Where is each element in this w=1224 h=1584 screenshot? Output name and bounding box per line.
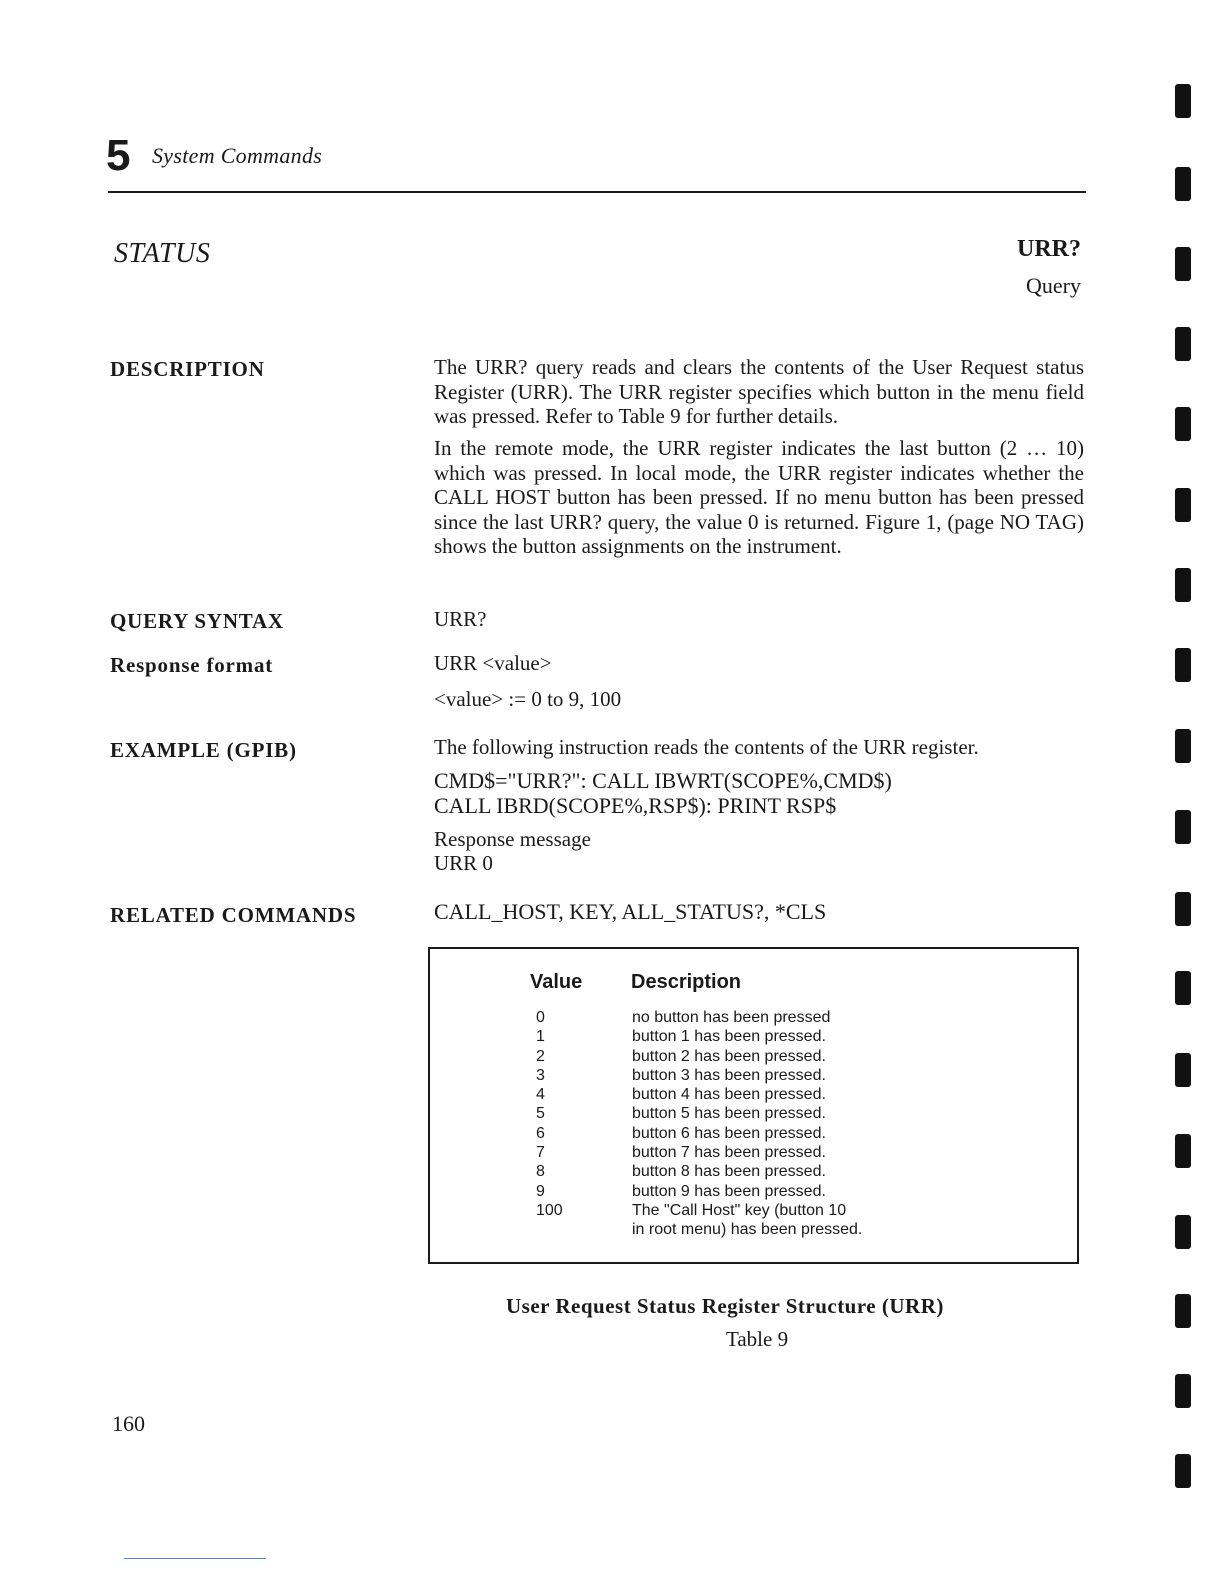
chapter-title: System Commands — [152, 143, 323, 168]
table-row — [536, 1143, 1046, 1162]
binder-mark — [1175, 1053, 1191, 1087]
binder-mark — [1175, 488, 1191, 522]
table-header-description: Description — [631, 971, 742, 993]
table-row — [536, 1182, 1046, 1201]
query-syntax-label: QUERY SYNTAX — [110, 609, 284, 633]
related-commands-value: CALL_HOST, KEY, ALL_STATUS?, *CLS — [434, 899, 827, 924]
example-code-line-1: CMD$="URR?": CALL IBWRT(SCOPE%,CMD$) — [434, 768, 892, 793]
table-row — [536, 1104, 1046, 1123]
table-header-value: Value — [530, 971, 583, 993]
command-name: URR? — [1017, 236, 1081, 262]
binder-mark — [1175, 84, 1191, 118]
row-description: button 4 has been pressed. — [632, 1086, 826, 1104]
description-paragraph-1: The URR? query reads and clears the contents of the User Request status Register (URR). The URR register specifies which button in the menu field was pressed. Refer to Table 9 for further details. — [434, 355, 1084, 428]
row-value: 9 — [536, 1182, 545, 1200]
binder-mark — [1175, 1454, 1191, 1488]
table-row — [536, 1047, 1046, 1066]
table-row — [536, 1124, 1046, 1143]
binder-mark — [1175, 568, 1191, 602]
row-description: in root menu) has been pressed. — [632, 1221, 863, 1239]
response-format-line-1: URR <value> — [434, 651, 552, 675]
example-response-value: URR 0 — [434, 851, 493, 875]
section-title: STATUS — [114, 238, 211, 269]
table-row — [536, 1162, 1046, 1181]
query-syntax-value: URR? — [434, 607, 487, 631]
description-paragraph-2: In the remote mode, the URR register indicates the last button (2 … 10) which was pressed. In local mode, the URR register indicates whether the CALL HOST button has been pressed. If no menu button has been pressed since the last URR? query, the value 0 is returned. Figure 1, (page NO TAG) shows the button assignments on the instrument. — [434, 436, 1084, 558]
table-row — [536, 1201, 1046, 1220]
table-caption: User Request Status Register Structure (URR) — [506, 1294, 944, 1318]
example-label: EXAMPLE (GPIB) — [110, 738, 297, 762]
row-value: 1 — [536, 1028, 545, 1046]
urr-table — [428, 947, 1079, 1264]
row-value: 5 — [536, 1105, 545, 1123]
row-description: button 9 has been pressed. — [632, 1182, 826, 1200]
related-commands-label: RELATED COMMANDS — [110, 903, 357, 927]
command-type: Query — [1026, 273, 1081, 298]
binder-mark — [1175, 1134, 1191, 1168]
row-description: no button has been pressed — [632, 1009, 831, 1026]
response-format-label: Response format — [110, 653, 274, 677]
response-format-line-2: <value> := 0 to 9, 100 — [434, 687, 622, 711]
row-value: 8 — [536, 1163, 545, 1181]
chapter-number: 5 — [106, 131, 131, 180]
binder-mark — [1175, 729, 1191, 763]
table-row — [536, 1220, 1046, 1239]
example-code-line-2: CALL IBRD(SCOPE%,RSP$): PRINT RSP$ — [434, 793, 837, 818]
row-description: button 1 has been pressed. — [632, 1028, 826, 1046]
binder-mark — [1175, 167, 1191, 201]
binder-mark — [1175, 247, 1191, 281]
binder-mark — [1175, 892, 1191, 926]
row-value: 7 — [536, 1144, 545, 1162]
binder-mark — [1175, 327, 1191, 361]
row-value: 4 — [536, 1086, 545, 1104]
table-row — [536, 1085, 1046, 1104]
example-response-label: Response message — [434, 827, 591, 851]
binder-mark — [1175, 1294, 1191, 1328]
row-value: 2 — [536, 1047, 545, 1065]
binder-mark — [1175, 648, 1191, 682]
row-value: 3 — [536, 1066, 545, 1084]
row-value: 100 — [536, 1201, 563, 1219]
header-rule — [108, 191, 1086, 193]
description-label: DESCRIPTION — [110, 357, 265, 381]
table-body — [536, 1008, 1046, 1240]
row-description: The "Call Host" key (button 10 — [632, 1201, 847, 1219]
row-value: 0 — [536, 1009, 545, 1026]
example-intro: The following instruction reads the contents of the URR register. — [434, 735, 979, 759]
table-row — [536, 1027, 1046, 1046]
row-description: button 6 has been pressed. — [632, 1124, 826, 1142]
row-value — [536, 1220, 632, 1239]
page-number: 160 — [112, 1411, 145, 1436]
row-value: 6 — [536, 1124, 545, 1142]
footer-line — [124, 1558, 266, 1559]
row-description: button 7 has been pressed. — [632, 1144, 826, 1162]
row-description: button 2 has been pressed. — [632, 1047, 826, 1065]
row-description: button 5 has been pressed. — [632, 1105, 826, 1123]
binder-mark — [1175, 1374, 1191, 1408]
table-row — [536, 1066, 1046, 1085]
binder-mark — [1175, 810, 1191, 844]
row-description: button 8 has been pressed. — [632, 1163, 826, 1181]
binder-mark — [1175, 971, 1191, 1005]
binder-mark — [1175, 1215, 1191, 1249]
table-caption-number: Table 9 — [726, 1327, 789, 1351]
binder-mark — [1175, 407, 1191, 441]
row-description: button 3 has been pressed. — [632, 1066, 826, 1084]
table-row — [536, 1008, 1046, 1027]
